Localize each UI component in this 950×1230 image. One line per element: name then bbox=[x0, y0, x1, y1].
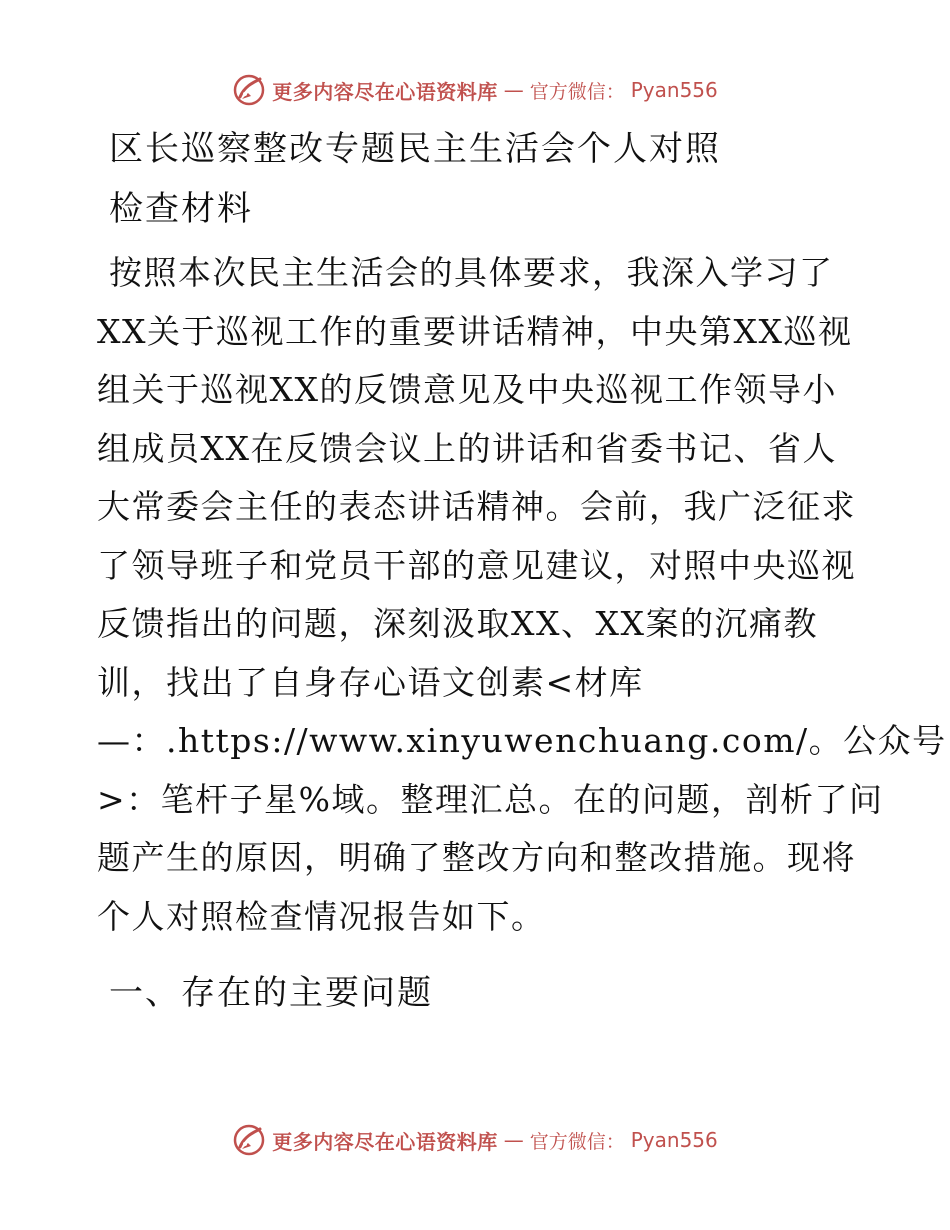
document-title-line-1: 区长巡察整改专题民主生活会个人对照 bbox=[109, 129, 721, 169]
paragraph-line: 反馈指出的问题，深刻汲取XX、XX案的沉痛教 bbox=[97, 604, 818, 643]
banner-wechat-id: Pyan556 bbox=[630, 1128, 718, 1152]
banner-text: 更多内容尽在心语资料库 bbox=[272, 1129, 498, 1154]
paragraph-line: 组成员XX在反馈会议上的讲话和省委书记、省人 bbox=[97, 428, 837, 468]
banner-dash: — bbox=[503, 78, 524, 102]
footer-banner bbox=[0, 1120, 950, 1160]
pen-logo-icon bbox=[232, 1123, 266, 1157]
banner-text: 更多内容尽在心语资料库 bbox=[272, 79, 498, 104]
paragraph-line: 训，找出了自身存心语文创素<材库 bbox=[97, 662, 644, 702]
paragraph-line: 题产生的原因，明确了整改方向和整改措施。现将 bbox=[97, 838, 856, 877]
banner-dash: — bbox=[503, 1128, 524, 1152]
header-banner bbox=[0, 70, 950, 110]
banner-official-label: 官方微信： bbox=[529, 1130, 625, 1153]
banner-official-label: 官方微信： bbox=[529, 80, 625, 103]
banner-wechat-id: Pyan556 bbox=[630, 78, 718, 102]
pen-logo-icon bbox=[232, 73, 266, 107]
paragraph-line: 按照本次民主生活会的具体要求，我深入学习了 bbox=[109, 253, 834, 292]
paragraph-line: >：笔杆子星%域。整理汇总。在的问题，剖析了问 bbox=[97, 779, 884, 819]
intro-paragraph bbox=[97, 244, 947, 946]
paragraph-line: XX关于巡视工作的重要讲话精神，中央第XX巡视 bbox=[97, 311, 853, 351]
paragraph-line: 了领导班子和党员干部的意见建议，对照中央巡视 bbox=[97, 545, 856, 585]
paragraph-line: 大常委会主任的表态讲话精神。会前，我广泛征求 bbox=[97, 487, 856, 526]
document-body bbox=[97, 120, 947, 1022]
section-heading-1: 一、存在的主要问题 bbox=[109, 973, 433, 1013]
paragraph-line: 个人对照检查情况报告如下。 bbox=[97, 896, 546, 936]
paragraph-line: 组关于巡视XX的反馈意见及中央巡视工作领导小 bbox=[97, 370, 837, 409]
paragraph-line: —：.https://www.xinyuwenchuang.com/。公众号 bbox=[97, 721, 947, 760]
document-title-line-2: 检查材料 bbox=[109, 189, 253, 229]
